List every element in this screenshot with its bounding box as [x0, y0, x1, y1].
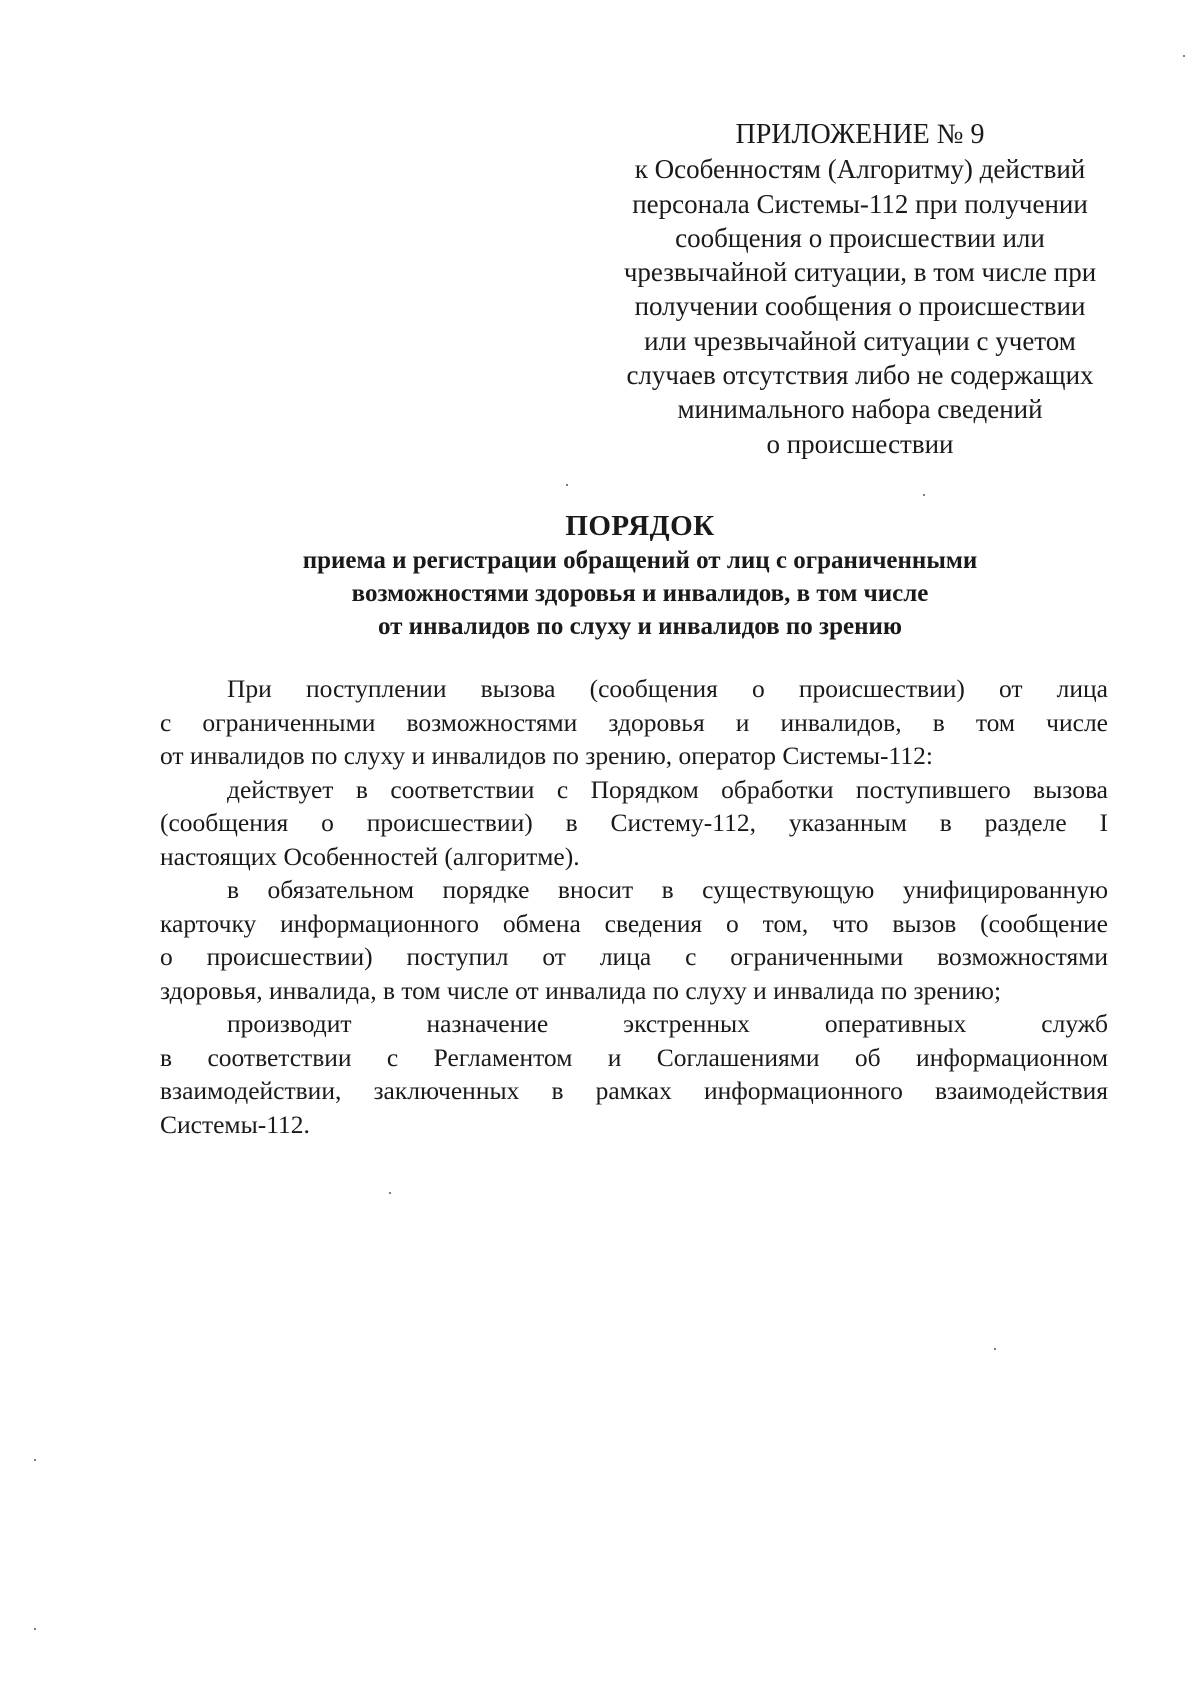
scan-speck [923, 494, 925, 496]
scan-speck [994, 1348, 996, 1350]
text-line: При поступлении вызова (сообщения о происшествии) от лица [227, 674, 1108, 703]
annex-title: ПРИЛОЖЕНИЕ № 9 [735, 119, 985, 150]
annex-line: или чрезвычайной ситуации с учетом [644, 325, 1076, 356]
text-line: настоящих Особенностей (алгоритме). [160, 841, 580, 871]
annex-line: о происшествии [766, 428, 954, 459]
text-line: с ограниченными возможностями здоровья и инвалидов, в том числе [160, 707, 1108, 737]
annex-line: случаев отсутствия либо не содержащих [626, 360, 1094, 391]
annex-line: к Особенностям (Алгоритму) действий [634, 154, 1086, 185]
text-line: от инвалидов по слуху и инвалидов по зрению, оператор Системы-112: [160, 741, 933, 770]
text-line: здоровья, инвалида, в том числе от инвалида по слуху и инвалида по зрению; [160, 975, 1002, 1005]
scan-speck [1183, 55, 1185, 57]
paragraph-intro [160, 672, 1108, 773]
title-main: ПОРЯДОК [565, 510, 715, 542]
text-line: действует в соответствии с Порядком обработки поступившего вызова [227, 774, 1108, 804]
document-title [150, 508, 1130, 643]
annex-line: персонала Системы-112 при получении [632, 188, 1088, 219]
document-body [160, 672, 1108, 1141]
scan-speck [34, 1628, 36, 1630]
text-line: (сообщения о происшествии) в Систему-112, указанным в разделе I [160, 808, 1108, 837]
text-line: Системы-112. [160, 1109, 310, 1139]
annex-header [580, 118, 1140, 461]
text-line: взаимодействии, заключенных в рамках информационного взаимодействия [160, 1076, 1108, 1105]
title-subline: возможностями здоровья и инвалидов, в том числе [351, 580, 929, 607]
annex-line: минимального набора сведений [677, 394, 1043, 425]
text-line: в обязательном порядке вносит в существующую унифицированную [227, 875, 1108, 904]
annex-line: чрезвычайной ситуации, в том числе при [623, 257, 1097, 288]
scan-speck [389, 1192, 391, 1194]
paragraph-acts [160, 773, 1108, 874]
paragraph-assigns [160, 1007, 1108, 1141]
text-line: карточку информационного обмена сведения о том, что вызов (сообщение [160, 908, 1108, 938]
paragraph-records [160, 873, 1108, 1007]
title-subline: от инвалидов по слуху и инвалидов по зрению [377, 613, 902, 640]
annex-line: сообщения о происшествии или [675, 222, 1045, 253]
text-line: производит назначение экстренных оперативных служб [227, 1009, 1108, 1038]
text-line: в соответствии с Регламентом и Соглашениями об информационном [160, 1042, 1108, 1072]
title-subline: приема и регистрации обращений от лиц с ограниченными [302, 547, 978, 574]
scan-speck [34, 1459, 36, 1461]
annex-line: получении сообщения о происшествии [634, 291, 1086, 322]
scan-speck [566, 484, 568, 486]
text-line: о происшествии) поступил от лица с ограниченными возможностями [160, 942, 1108, 971]
